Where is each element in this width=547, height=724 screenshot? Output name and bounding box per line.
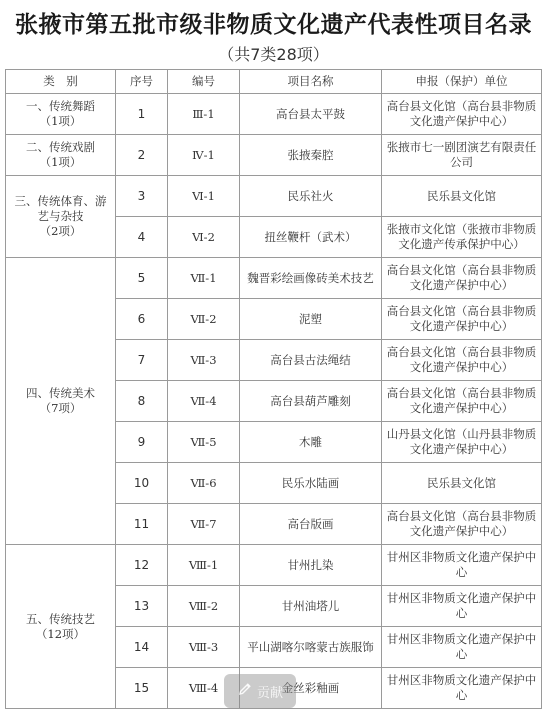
code-cell: Ⅵ-2 bbox=[168, 217, 240, 258]
unit-cell: 高台县文化馆（高台县非物质文化遗产保护中心） bbox=[382, 94, 542, 135]
table-row bbox=[6, 135, 542, 176]
unit-cell: 甘州区非物质文化遗产保护中心 bbox=[382, 545, 542, 586]
name-cell: 平山湖喀尔喀蒙古族服饰 bbox=[240, 627, 382, 668]
seq-cell: 2 bbox=[116, 135, 168, 176]
unit-cell: 甘州区非物质文化遗产保护中心 bbox=[382, 627, 542, 668]
category-count: （7项） bbox=[39, 401, 82, 415]
header-code: 编号 bbox=[168, 70, 240, 94]
code-cell: Ⅶ-1 bbox=[168, 258, 240, 299]
category-cell bbox=[6, 545, 116, 709]
seq-cell: 1 bbox=[116, 94, 168, 135]
unit-cell: 高台县文化馆（高台县非物质文化遗产保护中心） bbox=[382, 340, 542, 381]
code-cell: Ⅶ-6 bbox=[168, 463, 240, 504]
table-row bbox=[6, 258, 542, 299]
unit-cell: 甘州区非物质文化遗产保护中心 bbox=[382, 586, 542, 627]
name-cell: 泥塑 bbox=[240, 299, 382, 340]
seq-cell: 12 bbox=[116, 545, 168, 586]
name-cell: 高台县葫芦雕刻 bbox=[240, 381, 382, 422]
document-title: 张掖市第五批市级非物质文化遗产代表性项目名录 bbox=[15, 12, 532, 38]
code-cell: Ⅶ-4 bbox=[168, 381, 240, 422]
seq-cell: 13 bbox=[116, 586, 168, 627]
name-cell: 魏晋彩绘画像砖美术技艺 bbox=[240, 258, 382, 299]
document-subtitle: （共7类28项） bbox=[218, 45, 329, 64]
seq-cell: 7 bbox=[116, 340, 168, 381]
code-cell: Ⅷ-2 bbox=[168, 586, 240, 627]
name-cell: 木雕 bbox=[240, 422, 382, 463]
category-cell bbox=[6, 94, 116, 135]
category-label: 四、传统美术 bbox=[26, 386, 95, 400]
unit-cell: 张掖市文化馆（张掖市非物质文化遗产传承保护中心） bbox=[382, 217, 542, 258]
name-cell: 高台县太平鼓 bbox=[240, 94, 382, 135]
code-cell: Ⅵ-1 bbox=[168, 176, 240, 217]
seq-cell: 8 bbox=[116, 381, 168, 422]
unit-cell: 民乐县文化馆 bbox=[382, 463, 542, 504]
table-row bbox=[6, 94, 542, 135]
header-category: 类 别 bbox=[6, 70, 116, 94]
name-cell: 甘州油塔儿 bbox=[240, 586, 382, 627]
header-unit: 申报（保护）单位 bbox=[382, 70, 542, 94]
unit-cell: 山丹县文化馆（山丹县非物质文化遗产保护中心） bbox=[382, 422, 542, 463]
name-cell: 甘州扎染 bbox=[240, 545, 382, 586]
seq-cell: 6 bbox=[116, 299, 168, 340]
name-cell: 扭丝鞭杆（武术） bbox=[240, 217, 382, 258]
category-cell bbox=[6, 135, 116, 176]
category-count: （1项） bbox=[39, 114, 82, 128]
name-cell: 民乐社火 bbox=[240, 176, 382, 217]
category-label: 二、传统戏剧 bbox=[26, 140, 95, 154]
watermark-text: 贡献 bbox=[256, 685, 283, 701]
seq-cell: 4 bbox=[116, 217, 168, 258]
unit-cell: 高台县文化馆（高台县非物质文化遗产保护中心） bbox=[382, 381, 542, 422]
unit-cell: 张掖市七一剧团演艺有限责任公司 bbox=[382, 135, 542, 176]
unit-cell: 高台县文化馆（高台县非物质文化遗产保护中心） bbox=[382, 258, 542, 299]
code-cell: Ⅶ-7 bbox=[168, 504, 240, 545]
code-cell: Ⅶ-2 bbox=[168, 299, 240, 340]
seq-cell: 15 bbox=[116, 668, 168, 709]
watermark-badge bbox=[224, 674, 296, 708]
seq-cell: 9 bbox=[116, 422, 168, 463]
category-count: （12项） bbox=[35, 626, 86, 641]
category-label: 三、传统体育、游艺与杂技 bbox=[14, 194, 107, 223]
name-cell: 高台县古法绳结 bbox=[240, 340, 382, 381]
table-header-row bbox=[6, 70, 542, 94]
header-name: 项目名称 bbox=[240, 70, 382, 94]
category-label: 五、传统技艺 bbox=[26, 611, 95, 626]
pencil-icon bbox=[237, 681, 253, 701]
code-cell: Ⅶ-5 bbox=[168, 422, 240, 463]
code-cell: Ⅷ-4 bbox=[168, 668, 240, 709]
name-cell: 张掖秦腔 bbox=[240, 135, 382, 176]
code-cell: Ⅷ-3 bbox=[168, 627, 240, 668]
unit-cell: 高台县文化馆（高台县非物质文化遗产保护中心） bbox=[382, 299, 542, 340]
code-cell: Ⅲ-1 bbox=[168, 94, 240, 135]
table-row bbox=[6, 545, 542, 586]
seq-cell: 10 bbox=[116, 463, 168, 504]
seq-cell: 3 bbox=[116, 176, 168, 217]
seq-cell: 11 bbox=[116, 504, 168, 545]
code-cell: Ⅳ-1 bbox=[168, 135, 240, 176]
category-label: 一、传统舞蹈 bbox=[26, 99, 95, 113]
unit-cell: 甘州区非物质文化遗产保护中心 bbox=[382, 668, 542, 709]
table-row bbox=[6, 176, 542, 217]
header-seq: 序号 bbox=[116, 70, 168, 94]
unit-cell: 高台县文化馆（高台县非物质文化遗产保护中心） bbox=[382, 504, 542, 545]
seq-cell: 5 bbox=[116, 258, 168, 299]
category-count: （2项） bbox=[39, 224, 82, 238]
name-cell: 金丝彩釉画 bbox=[240, 668, 382, 709]
name-cell: 高台版画 bbox=[240, 504, 382, 545]
unit-cell: 民乐县文化馆 bbox=[382, 176, 542, 217]
category-cell bbox=[6, 176, 116, 258]
category-count: （1项） bbox=[39, 155, 82, 169]
seq-cell: 14 bbox=[116, 627, 168, 668]
code-cell: Ⅶ-3 bbox=[168, 340, 240, 381]
code-cell: Ⅷ-1 bbox=[168, 545, 240, 586]
category-cell bbox=[6, 258, 116, 545]
heritage-table bbox=[5, 69, 542, 709]
name-cell: 民乐水陆画 bbox=[240, 463, 382, 504]
